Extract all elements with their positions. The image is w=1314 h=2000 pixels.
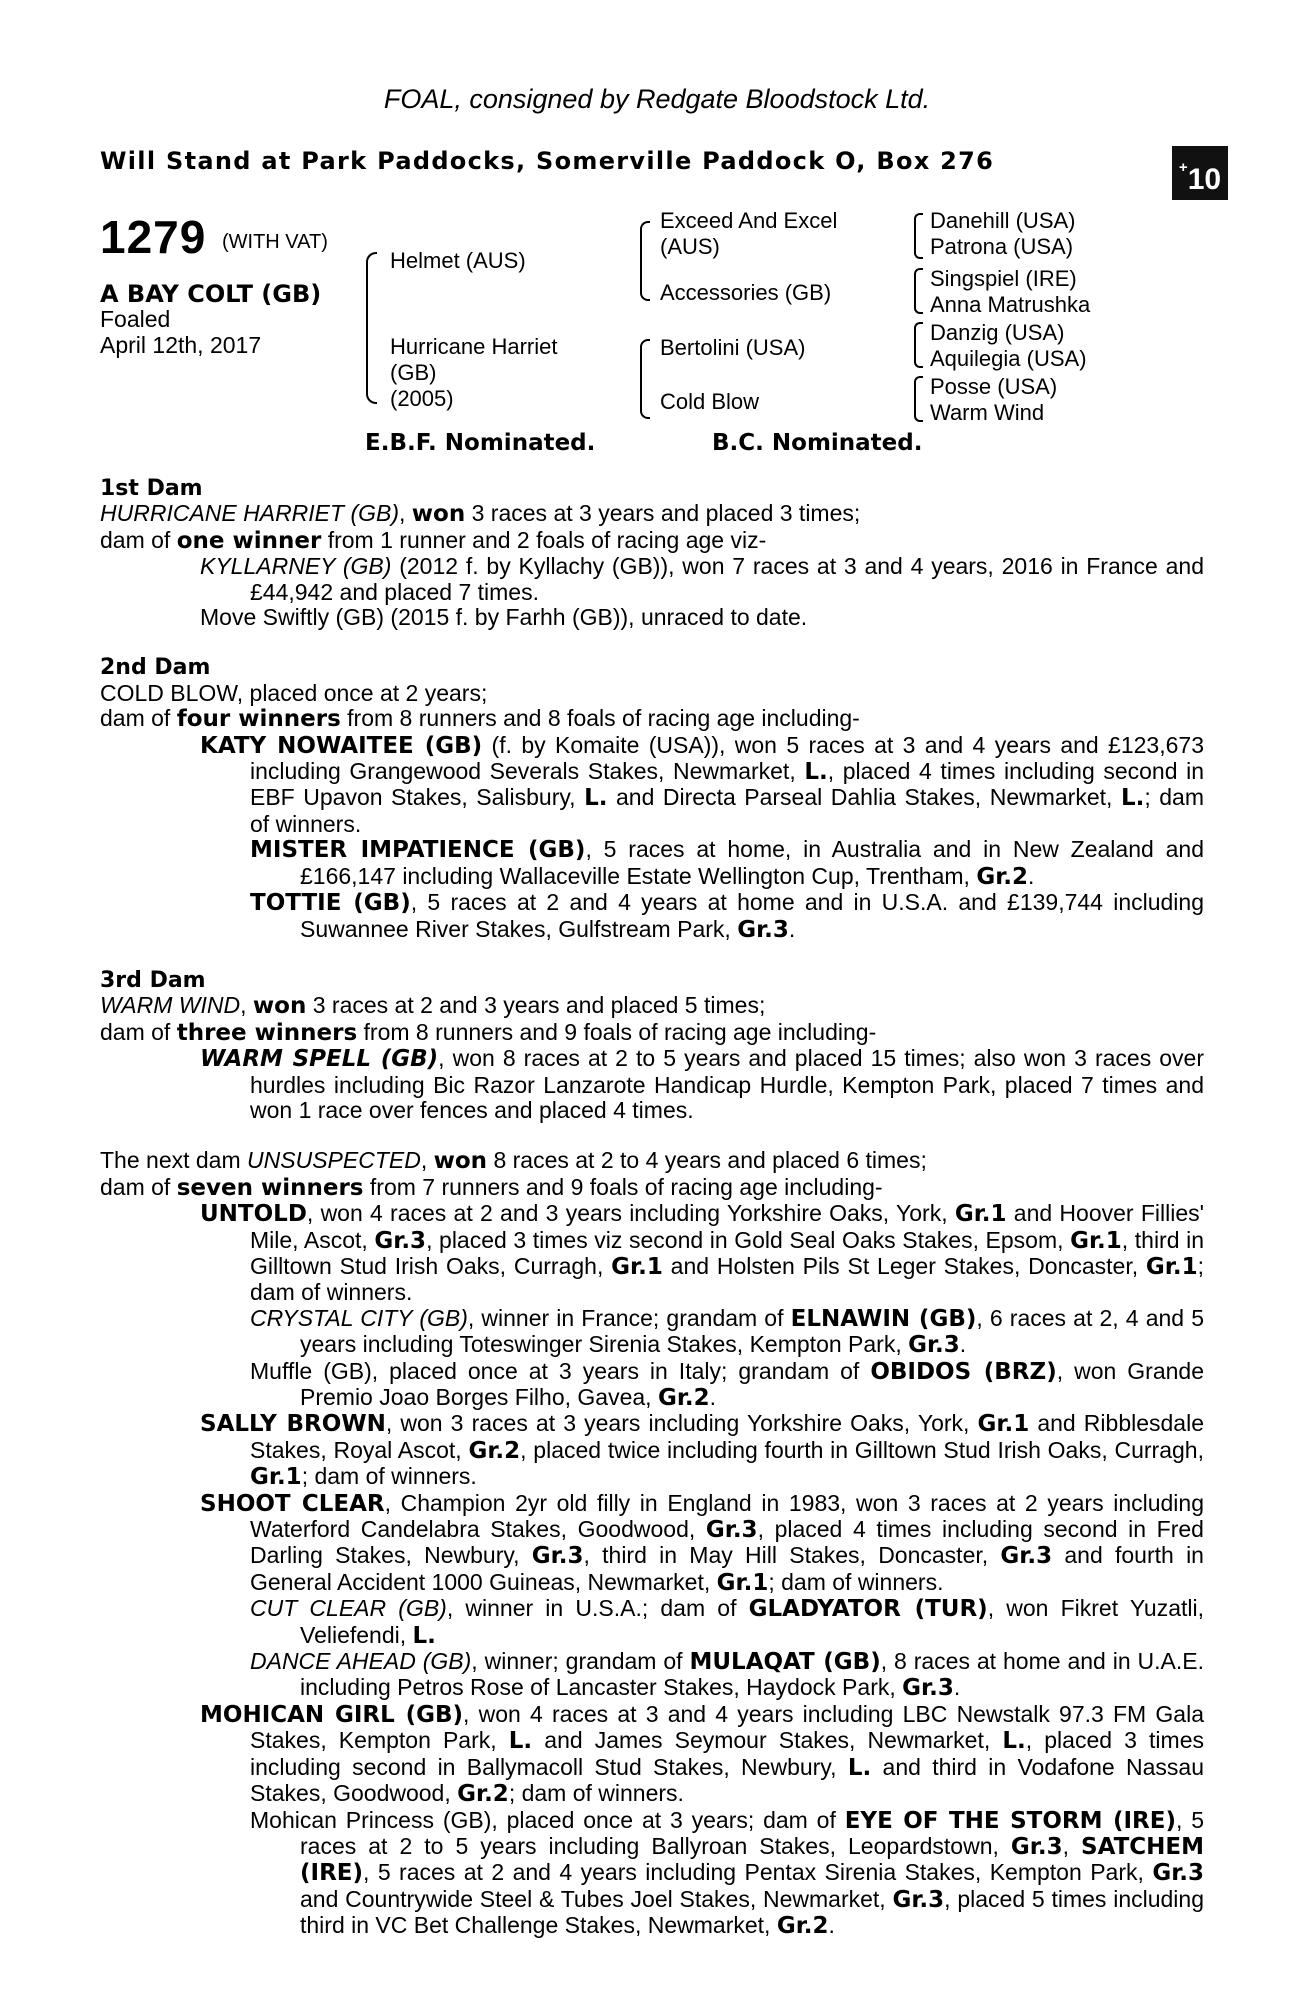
offspring-crystal-city: CRYSTAL CITY (GB), winner in France; grandam of ELNAWIN (GB), 6 races at 2, 4 and 5 years including Toteswinger Sirenia Stakes, Kempton Park, Gr.3. bbox=[250, 1304, 1204, 1359]
ebf-nominated: E.B.F. Nominated. bbox=[365, 430, 596, 456]
g3-warm-wind: Warm Wind bbox=[930, 400, 1045, 425]
offspring-katy-nowaitee: KATY NOWAITEE (GB) (f. by Komaite (USA)), won 5 races at 3 and 4 years and £123,673 including Grangewood Severals Stakes, Newmarket, L., placed 4 times including second in EBF Upavon Stakes, Salisbury, L. and Directa Parseal Dahlia Stakes, Newmarket, L.; dam of winners. bbox=[200, 731, 1204, 837]
offspring-mohican-princess: Mohican Princess (GB), placed once at 3 years; dam of EYE OF THE STORM (IRE), 5 races at 2 to 5 years including Ballyroan Stakes, Leopardstown, Gr.3, SATCHEM (IRE), 5 races at 2 and 4 years including Pentax Sirenia Stakes, Kempton Park, Gr.3 and Countrywide Steel & Tubes Joel Stakes, Newmarket, Gr.3, placed 5 times including third in VC Bet Challenge Stakes, Newmarket, Gr.2. bbox=[250, 1806, 1205, 1940]
dam-dam: Cold Blow bbox=[660, 389, 760, 414]
pedigree-brace-1 bbox=[366, 252, 377, 404]
offspring-shoot-clear: SHOOT CLEAR, Champion 2yr old filly in England in 1983, won 3 races at 2 years including Waterford Candelabra Stakes, Goodwood, Gr.3, placed 4 times including second in Fred Darling Stakes, Newbury, Gr.3, third in May Hill Stakes, Doncaster, Gr.3 and fourth in General Accident 1000 Guineas, Newmarket, Gr.1; dam of winners. bbox=[200, 1489, 1204, 1596]
g3-singspiel: Singspiel (IRE) bbox=[930, 266, 1077, 291]
g3-danzig: Danzig (USA) bbox=[930, 320, 1065, 345]
pedigree-brace-g3-3 bbox=[914, 322, 923, 368]
foaled-label: Foaled bbox=[100, 306, 171, 332]
lot-number: 1279 bbox=[100, 211, 207, 263]
dam-sire: Bertolini (USA) bbox=[660, 335, 806, 360]
offspring-mister-impatience: MISTER IMPATIENCE (GB), 5 races at home, in Australia and in New Zealand and £166,147 including Wallaceville Estate Wellington Cup, Trentham, Gr.2. bbox=[250, 836, 1204, 890]
offspring-cut-clear: CUT CLEAR (GB), winner in U.S.A.; dam of GLADYATOR (TUR), won Fikret Yuzatli, Veliefendi, L. bbox=[250, 1595, 1205, 1649]
third-dam-produce: dam of three winners from 8 runners and 9 foals of racing age including- bbox=[100, 1018, 877, 1046]
g3-aquilegia: Aquilegia (USA) bbox=[930, 346, 1087, 371]
lot-name: A BAY COLT (GB) bbox=[100, 280, 322, 308]
pedigree-brace-g3-4 bbox=[914, 376, 923, 422]
offspring-kyllarney: KYLLARNEY (GB) (2012 f. by Kyllachy (GB)), won 7 races at 3 and 4 years, 2016 in France and £44,942 and placed 7 times. bbox=[200, 553, 1205, 605]
pedigree-brace-g3-2 bbox=[914, 268, 923, 314]
third-dam-record: WARM WIND, won 3 races at 2 and 3 years and placed 5 times; bbox=[100, 992, 766, 1020]
third-dam-heading: 3rd Dam bbox=[100, 967, 206, 993]
sire-dam: Accessories (GB) bbox=[660, 280, 832, 305]
sire: Helmet (AUS) bbox=[390, 248, 526, 273]
first-dam-heading: 1st Dam bbox=[100, 476, 203, 501]
second-dam-produce: dam of four winners from 8 runners and 8 foals of racing age including- bbox=[100, 705, 860, 733]
stand-location: Will Stand at Park Paddocks, Somerville Paddock O, Box 276 bbox=[100, 147, 995, 175]
g3-danehill: Danehill (USA) bbox=[930, 208, 1076, 233]
dam-origin: (GB) bbox=[390, 360, 437, 385]
offspring-dance-ahead: DANCE AHEAD (GB), winner; grandam of MULAQAT (GB), 8 races at home and in U.A.E. including Petros Rose of Lancaster Stakes, Haydock Park, Gr.3. bbox=[250, 1648, 1205, 1702]
offspring-sally-brown: SALLY BROWN, won 3 races at 3 years including Yorkshire Oaks, York, Gr.1 and Ribblesdale Stakes, Royal Ascot, Gr.2, placed twice including fourth in Gilltown Stud Irish Oaks, Curragh, Gr.1; dam of winners. bbox=[200, 1410, 1204, 1491]
offspring-mohican-girl: MOHICAN GIRL (GB), won 4 races at 3 and 4 years including LBC Newstalk 97.3 FM Gala Stakes, Kempton Park, L. and James Seymour Stakes, Newmarket, L., placed 3 times including second in Ballymacoll Stud Stakes, Newbury, L. and third in Vodafone Nassau Stakes, Goodwood, Gr.2; dam of winners. bbox=[200, 1700, 1204, 1808]
g3-anna-matrushka: Anna Matrushka bbox=[930, 292, 1091, 317]
dam-name: Hurricane Harriet bbox=[390, 334, 558, 359]
badge-plus: + bbox=[1178, 159, 1188, 176]
foaled-date: April 12th, 2017 bbox=[100, 332, 262, 358]
pedigree-brace-g3-1 bbox=[914, 213, 923, 259]
first-dam-record: HURRICANE HARRIET (GB), won 3 races at 3 years and placed 3 times; bbox=[100, 500, 861, 528]
second-dam-heading: 2nd Dam bbox=[100, 655, 211, 681]
offspring-move-swiftly: Move Swiftly (GB) (2015 f. by Farhh (GB)), unraced to date. bbox=[200, 604, 808, 631]
sire-sire-origin: (AUS) bbox=[660, 234, 720, 259]
offspring-tottie: TOTTIE (GB), 5 races at 2 and 4 years at home and in U.S.A. and £139,744 including Suwannee River Stakes, Gulfstream Park, Gr.3. bbox=[250, 889, 1205, 943]
catalogue-body bbox=[100, 476, 1204, 1940]
next-dam-produce: dam of seven winners from 7 runners and 9 foals of racing age including- bbox=[100, 1173, 883, 1201]
lot-vat: (WITH VAT) bbox=[222, 231, 328, 253]
second-dam-record: COLD BLOW, placed once at 2 years; bbox=[100, 679, 488, 706]
offspring-warm-spell: WARM SPELL (GB), won 8 races at 2 to 5 years and placed 15 times; also won 3 races over hurdles including Bic Razor Lanzarote Handicap Hurdle, Kempton Park, placed 7 times and won 1 race over fences and placed 4 times. bbox=[200, 1045, 1204, 1123]
consignment-line: FOAL, consigned by Redgate Bloodstock Ltd. bbox=[383, 84, 931, 114]
offspring-muffle: Muffle (GB), placed once at 3 years in Italy; grandam of OBIDOS (BRZ), won Grande Premio Joao Borges Filho, Gavea, Gr.2. bbox=[250, 1357, 1204, 1411]
badge-number: 10 bbox=[1187, 163, 1222, 196]
g3-posse: Posse (USA) bbox=[930, 374, 1058, 399]
dam-year: (2005) bbox=[390, 386, 454, 411]
g3-patrona: Patrona (USA) bbox=[930, 234, 1074, 259]
next-dam-record: The next dam UNSUSPECTED, won 8 races at 2 to 4 years and placed 6 times; bbox=[100, 1147, 927, 1175]
offspring-untold: UNTOLD, won 4 races at 2 and 3 years including Yorkshire Oaks, York, Gr.1 and Hoover Fillies' Mile, Ascot, Gr.3, placed 3 times viz second in Gold Seal Oaks Stakes, Epsom, Gr.1, third in Gilltown Stud Irish Oaks, Curragh, Gr.1 and Holsten Pils St Leger Stakes, Doncaster, Gr.1; dam of winners. bbox=[200, 1200, 1204, 1306]
pedigree-brace-dam bbox=[640, 339, 650, 419]
bc-nominated: B.C. Nominated. bbox=[712, 430, 923, 456]
pedigree-brace-sire bbox=[640, 221, 650, 301]
first-dam-produce: dam of one winner from 1 runner and 2 foals of racing age viz- bbox=[100, 526, 767, 554]
sire-sire-name: Exceed And Excel bbox=[660, 208, 838, 233]
catalogue-badge bbox=[1172, 146, 1228, 200]
